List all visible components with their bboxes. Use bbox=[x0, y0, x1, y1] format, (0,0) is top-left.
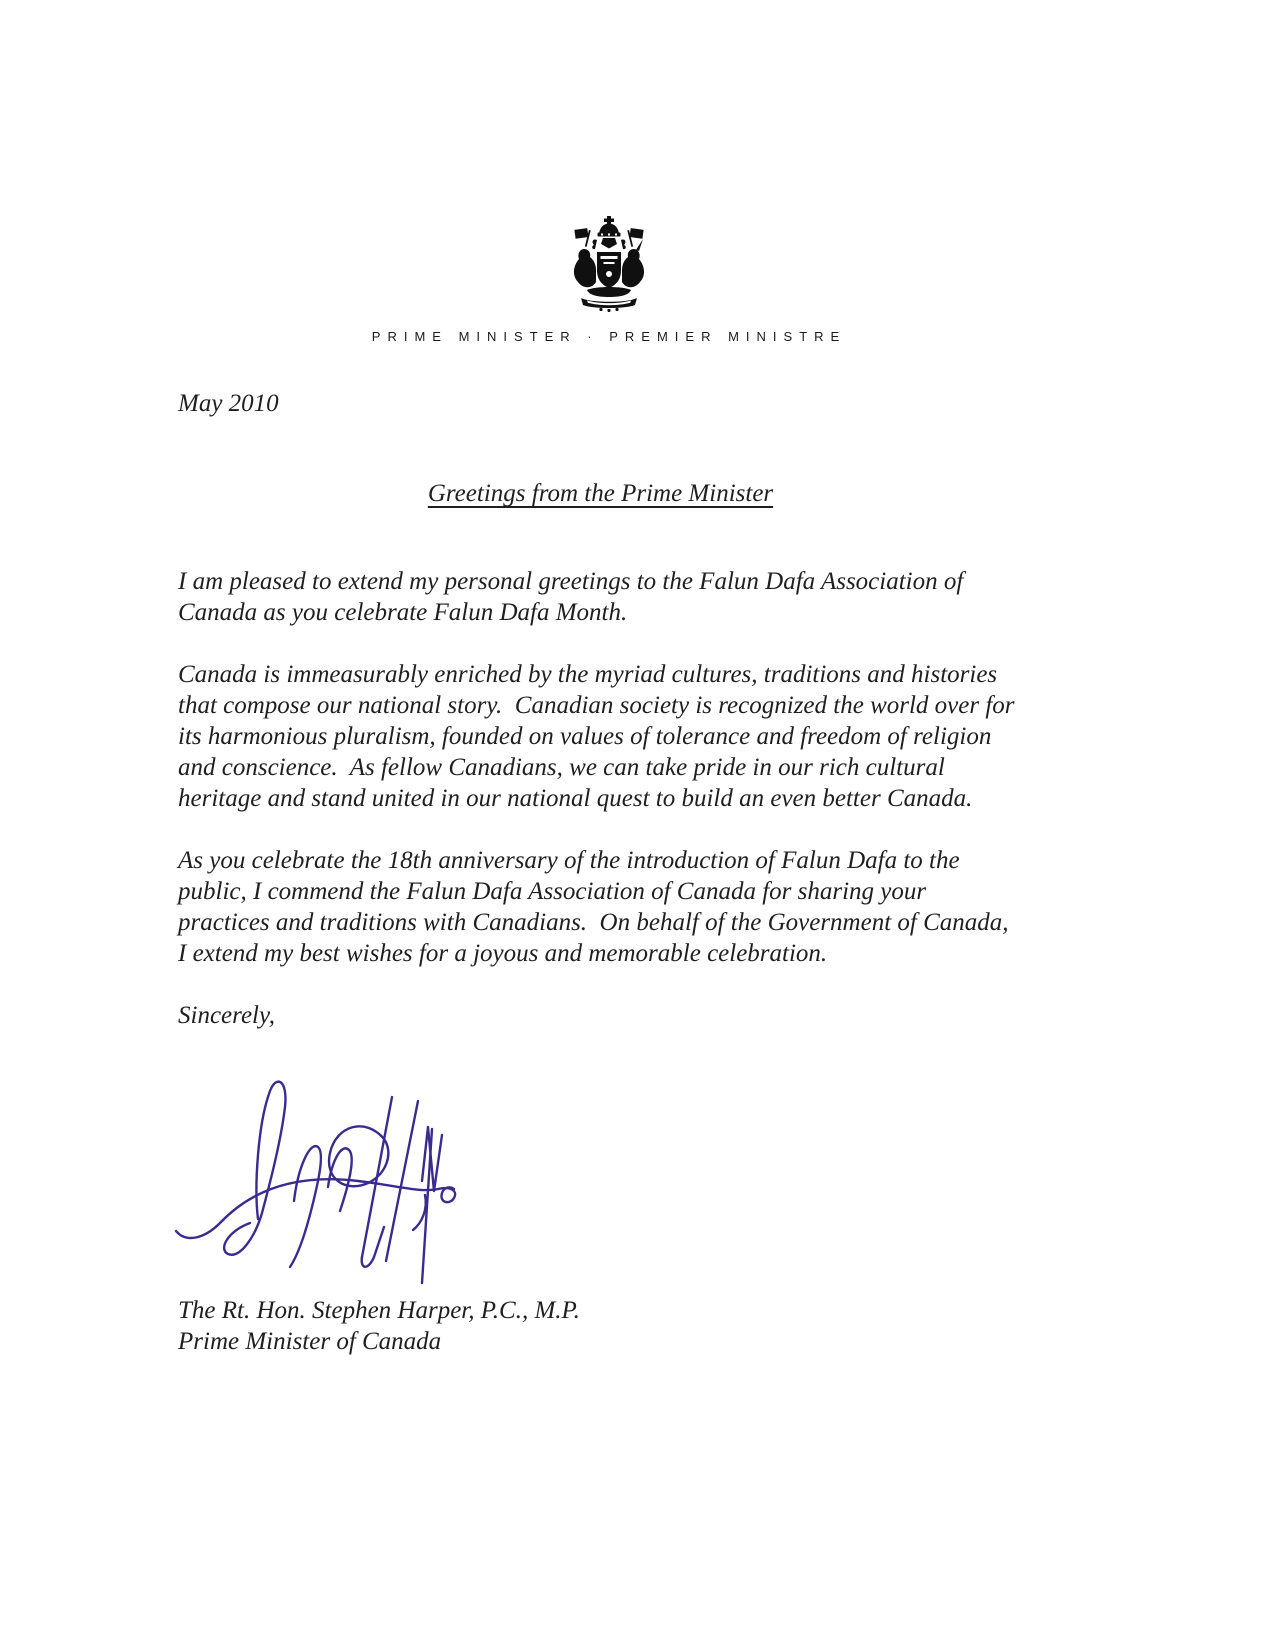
letterhead-org-line: PRIME MINISTER · PREMIER MINISTRE bbox=[371, 329, 847, 344]
letter-title: Greetings from the Prime Minister bbox=[427, 480, 774, 507]
letter-date: May 2010 bbox=[178, 390, 279, 417]
letter-body bbox=[178, 388, 1023, 1357]
paragraph-2: Canada is immeasurably enriched by the myriad cultures, traditions and histories that compose our national story. Canadian society is recognized the world over for its harmonious pluralism, founded on values of tolerance and freedom of religion and conscience. As fellow Canadians, we can take pride in our rich cultural heritage and stand united in our national quest to build an even better Canada. bbox=[178, 661, 1021, 812]
signature-stephen-harper bbox=[170, 1031, 480, 1289]
closing-salutation: Sincerely, bbox=[178, 1002, 275, 1029]
signer-name: The Rt. Hon. Stephen Harper, P.C., M.P. bbox=[178, 1297, 580, 1324]
paragraph-1: I am pleased to extend my personal greetings to the Falun Dafa Association of Canada as you celebrate Falun Dafa Month. bbox=[178, 568, 970, 626]
canada-coat-of-arms-icon bbox=[567, 299, 651, 316]
signer-title: Prime Minister of Canada bbox=[178, 1328, 442, 1355]
paragraph-3: As you celebrate the 18th anniversary of the introduction of Falun Dafa to the public, I commend the Falun Dafa Association of Canada for sharing your practices and traditions with Canadians. On behalf of the Government of Canada, I extend my best wishes for a joyous and memorable celebration. bbox=[178, 847, 1015, 967]
letterhead bbox=[178, 216, 1040, 344]
